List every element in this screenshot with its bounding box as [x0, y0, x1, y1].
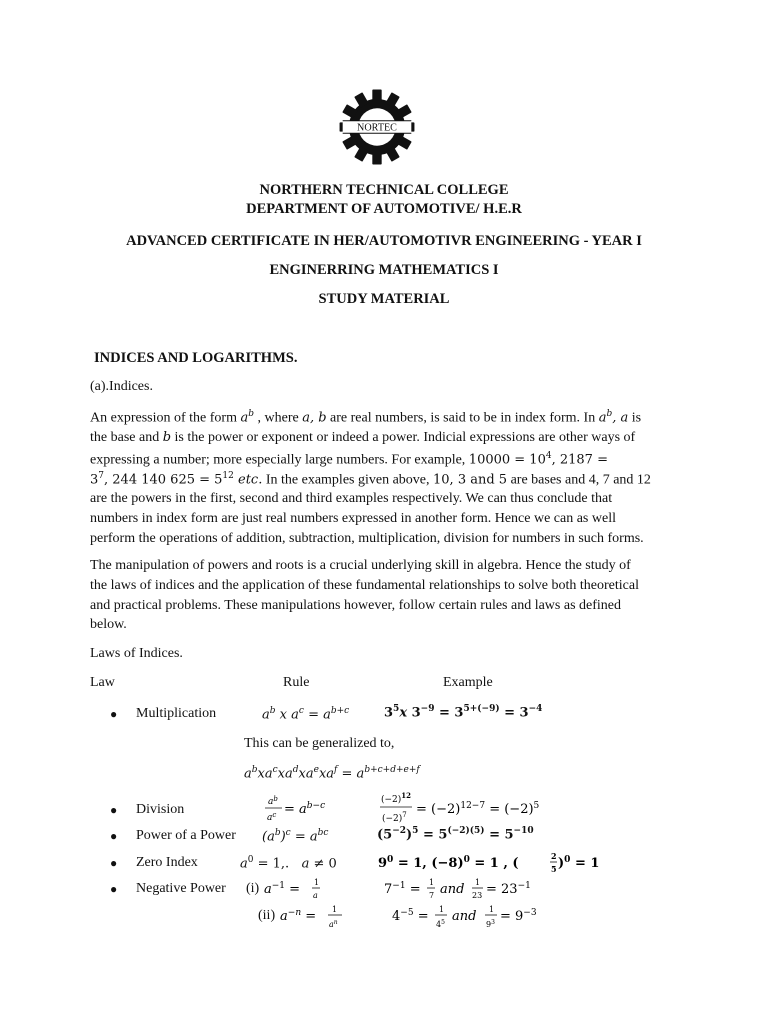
law-negative-power-label: Negative Power	[136, 881, 226, 896]
subject-title: ENGINERRING MATHEMATICS I	[269, 262, 499, 278]
para1-line4: $3^7$, 244 140 $625 = 5^{12}$ etc. In the examples given above, 10, 3 and 5 are bases and 4, 7 and 12	[90, 471, 651, 488]
svg-text:ac: $a^c$	[267, 811, 277, 823]
svg-text:(−2)12: $(-2)^{12}$	[381, 791, 412, 805]
svg-text:4−5 =: $4^{-5}$ =	[392, 908, 429, 924]
para2-line1: The manipulation of powers and roots is a crucial underlying skill in algebra. Hence the study of	[90, 558, 631, 573]
para1-line3: expressing a number; more especially large numbers. For example, $10000 = 10^4$, 2187 =	[90, 451, 608, 468]
generalized-text: This can be generalized to,	[244, 736, 395, 751]
para1-line2: the base and b is the power or exponent or indeed a power. Indicial expressions are other ways of	[90, 430, 636, 445]
svg-text:a: a	[313, 891, 318, 900]
svg-text:1: 1	[489, 905, 495, 914]
svg-text:)0 = 1: )$^0$ = 1	[558, 855, 600, 871]
rule-zero-index: $a^0 = 1$,. a ≠ 0	[240, 855, 337, 872]
nortec-gear-logo	[338, 88, 416, 166]
svg-text:= ab−c: = $a^{b-c}$	[284, 801, 326, 817]
logo-text: NORTEC	[357, 122, 397, 134]
bullet-dot: ●	[110, 803, 118, 817]
para1-line7: perform the operations of addition, subtraction, multiplication, division for numbers in such forms.	[90, 531, 644, 546]
section-title: INDICES AND LOGARITHMS.	[94, 350, 298, 366]
svg-text:= 9−3: = $9^{-3}$	[500, 908, 537, 924]
svg-text:a−n =: a−n =	[280, 908, 317, 924]
bullet-dot: ●	[110, 707, 118, 721]
svg-text:= 23−1: = $23^{-1}$	[486, 881, 531, 897]
law-division-label: Division	[136, 802, 185, 817]
svg-text:1: 1	[439, 905, 445, 914]
example-negative-power-ii	[390, 900, 560, 934]
svg-text:ab: $a^b$	[268, 795, 278, 807]
para2-line4: below.	[90, 617, 127, 632]
svg-text:an: $a^n$	[329, 919, 338, 929]
neg-i-marker: (i)	[246, 881, 260, 896]
col-law: Law	[90, 675, 115, 690]
example-division	[378, 789, 578, 829]
neg-ii-marker: (ii)	[258, 908, 276, 923]
svg-text:45: $4^5$	[436, 919, 445, 929]
college-name: NORTHERN TECHNICAL COLLEGE	[259, 182, 509, 198]
law-power-of-power-label: Power of a Power	[136, 828, 236, 843]
svg-text:1: 1	[429, 878, 435, 887]
svg-text:= (−2)12−7 = (−2)5: = $(-2)^{12-7} = (-2)^5$	[416, 801, 540, 817]
svg-text:2: 2	[551, 851, 557, 861]
para1-line5: are the powers in the first, second and third examples respectively. We can thus conclude that	[90, 491, 613, 506]
svg-text:1: 1	[475, 878, 481, 887]
para1-line1: An expression of the form $a^b$ , where a, b are real numbers, is said to be in index form. In $a^b$, a is	[90, 409, 642, 426]
course-title: ADVANCED CERTIFICATE IN HER/AUTOMOTIVR ENGINEERING - YEAR I	[126, 233, 642, 249]
col-rule: Rule	[283, 675, 310, 690]
svg-text:90 = 1, (−8)0 = 1 , (: $9^0 = 1$, $(-8)^0 = 1$ , (	[378, 855, 519, 871]
para2-line2: the laws of indices and the application of these fundamental relationships to solve both theoretical	[90, 578, 639, 593]
svg-text:93: $9^3$	[486, 919, 495, 929]
bullet-dot: ●	[110, 856, 118, 870]
svg-text:(−2)7: $(-2)^7$	[382, 811, 407, 824]
bullet-dot: ●	[110, 882, 118, 896]
svg-text:5: 5	[551, 864, 557, 874]
para1-line6: numbers in index form are just real numbers expressed in another form. Hence we can as well	[90, 511, 616, 526]
rule-multiplication: $a^b$ x $a^c = a^{b+c}$	[262, 706, 350, 723]
example-multiplication: $3^5x$ $3^{-9} = 3^{5+(-9)} = 3^{-4}$	[384, 704, 543, 721]
svg-text:23: 23	[472, 891, 483, 900]
material-title: STUDY MATERIAL	[318, 291, 450, 307]
rule-negative-power-ii	[278, 900, 348, 934]
generalized-rule: $a^bxa^cxa^dxa^exa^f = a^{b+c+d+e+f}$	[244, 765, 420, 782]
rule-power-of-power: $(a^b)^c = a^{bc}$	[262, 828, 329, 845]
para2-line3: and practical problems. These manipulations however, follow certain rules and laws as defined	[90, 598, 622, 613]
col-example: Example	[443, 675, 493, 690]
svg-text:a−1 =: $a^{-1}$ =	[264, 881, 301, 897]
department-name: DEPARTMENT OF AUTOMOTIVE/ H.E.R	[246, 201, 522, 217]
svg-text:1: 1	[314, 878, 320, 887]
and-word: and	[440, 882, 465, 897]
and-word: and	[452, 909, 477, 924]
laws-heading: Laws of Indices.	[90, 646, 183, 661]
bullet-dot: ●	[110, 829, 118, 843]
rule-division	[262, 793, 342, 827]
svg-text:1: 1	[332, 905, 338, 914]
svg-text:7−1 =: $7^{-1}$ =	[384, 881, 421, 897]
svg-text:7: 7	[429, 891, 435, 900]
law-multiplication-label: Multiplication	[136, 706, 217, 721]
example-power-of-power: $(5^{-2})^5 = 5^{(-2)(5)} = 5^{-10}$	[377, 826, 534, 843]
law-zero-index-label: Zero Index	[136, 855, 198, 870]
section-subtitle: (a).Indices.	[90, 379, 153, 394]
